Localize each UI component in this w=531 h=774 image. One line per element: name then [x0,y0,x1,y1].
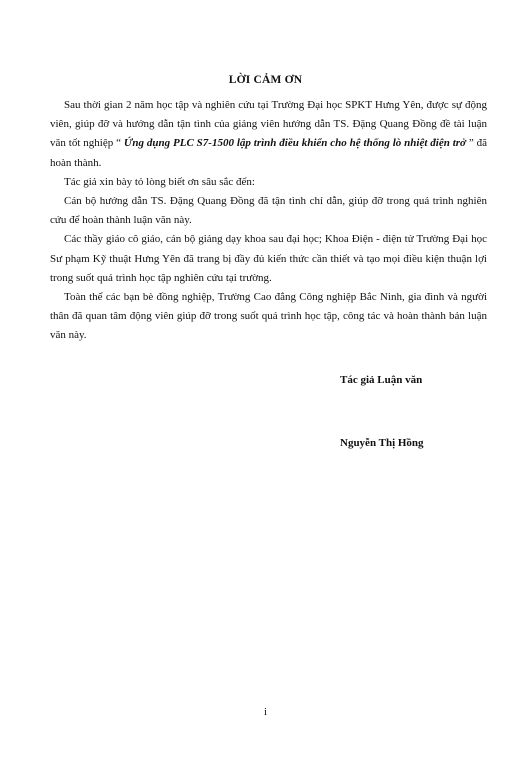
signature-name: Nguyễn Thị Hồng [340,437,424,449]
paragraph-faculty: Các thầy giáo cô giáo, cán bộ giảng dạy khoa sau đại học; Khoa Điện - điện tử Trường Đại học Sư phạm Kỹ thuật Hưng Yên đã trang bị đầy đủ kiến thức cần thiết và tạo mọi điều kiện thuận lợi trong suốt quá trình học tập nghiên cứu tại trường. [50,233,487,284]
paragraph-supervisor: Cán bộ hướng dẫn TS. Đặng Quang Đồng đã tận tình chỉ dẫn, giúp đỡ trong quá trình nghiên cứu để hoàn thành luận văn này. [50,195,487,227]
page-number: i [263,706,268,718]
acknowledgement-body [50,96,487,346]
thesis-title: Ứng dụng PLC S7-1500 lập trình điều khiển cho hệ thống lò nhiệt điện trở [123,137,466,150]
intro-text: Sau thời gian 2 năm học tập và nghiên cứu tại Trường Đại học SPKT Hưng Yên, được sự động viên, giúp đỡ và hướng dẫn tận tình của giảng viên hướng dẫn TS. Đặng Quang Đồng đề tài luận văn tốt nghiệp “ [50,99,487,150]
paragraph-gratitude: Tác giả xin bày tỏ lòng biết ơn sâu sắc đến: [64,175,255,188]
page-title: LỜI CẢM ƠN [228,74,303,86]
paragraph-colleagues: Toàn thể các bạn bè đồng nghiệp, Trường Cao đẳng Công nghiệp Bắc Ninh, gia đình và người thân đã quan tâm động viên giúp đỡ trong suốt quá trình học tập, công tác và hoàn thành bản luận văn này. [50,291,487,342]
paragraph-intro [50,96,487,173]
intro-text-end: ” đã hoàn thành. [50,137,487,169]
signature-title: Tác giả Luận văn [340,374,423,386]
